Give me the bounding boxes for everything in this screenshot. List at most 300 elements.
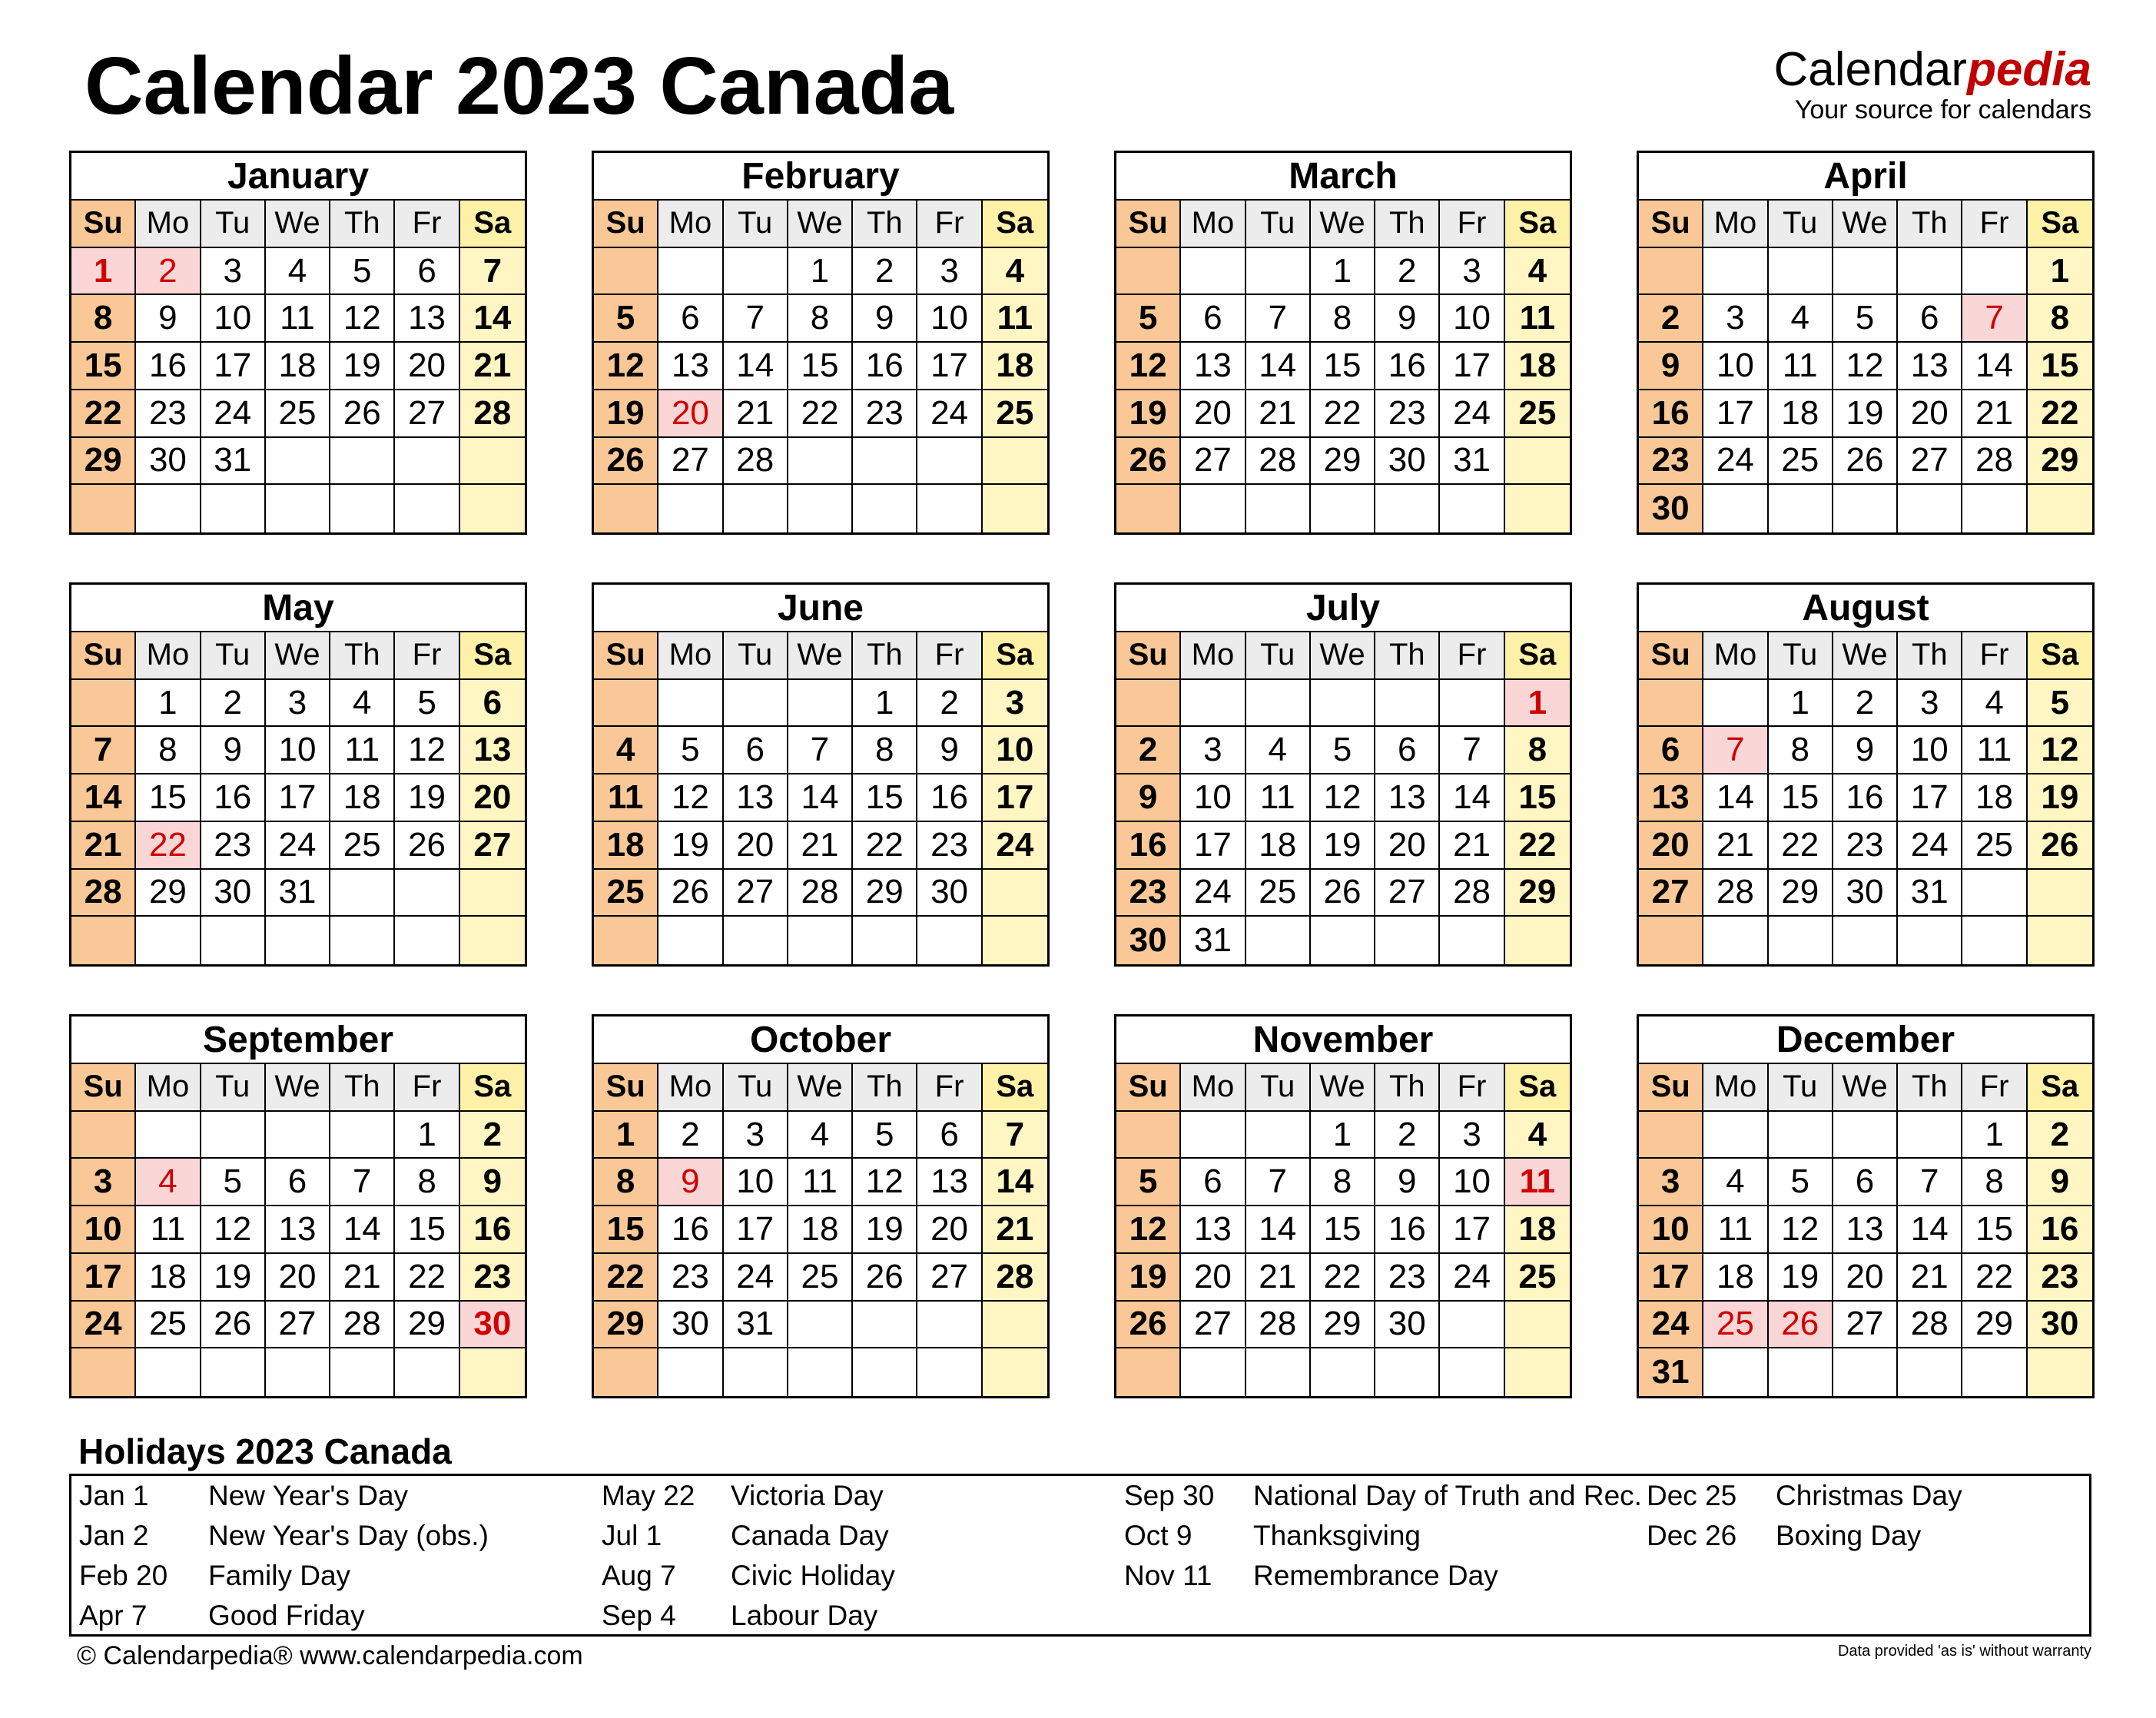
day-cell[interactable]: 6	[658, 295, 723, 343]
day-cell[interactable]: 31	[201, 438, 266, 486]
day-cell[interactable]: 11	[1962, 727, 2027, 774]
day-cell[interactable]: 28	[330, 1302, 395, 1349]
day-cell[interactable]: 29	[1962, 1302, 2027, 1349]
day-cell[interactable]: 6	[917, 1112, 982, 1159]
day-cell[interactable]: 15	[2028, 343, 2092, 390]
day-cell[interactable]: 23	[201, 822, 266, 870]
day-cell[interactable]: 9	[460, 1159, 525, 1206]
day-cell[interactable]: 11	[1703, 1206, 1768, 1254]
day-cell[interactable]: 6	[1181, 1159, 1246, 1206]
day-cell[interactable]: 29	[853, 870, 917, 917]
day-cell[interactable]: 25	[594, 870, 658, 917]
day-cell[interactable]: 21	[330, 1254, 395, 1302]
day-cell[interactable]: 14	[983, 1159, 1047, 1206]
day-cell[interactable]: 5	[1116, 1159, 1181, 1206]
day-cell[interactable]: 10	[983, 727, 1047, 774]
day-cell[interactable]: 8	[1962, 1159, 2027, 1206]
day-cell[interactable]: 22	[395, 1254, 459, 1302]
day-cell[interactable]: 21	[460, 343, 525, 390]
day-cell[interactable]: 20	[1833, 1254, 1898, 1302]
day-cell[interactable]: 20	[266, 1254, 330, 1302]
day-cell[interactable]: 10	[1440, 295, 1504, 343]
day-cell[interactable]: 30	[1639, 485, 1703, 532]
day-cell[interactable]: 7	[788, 727, 853, 774]
day-cell[interactable]: 25	[1246, 870, 1311, 917]
day-cell[interactable]: 19	[658, 822, 723, 870]
day-cell[interactable]: 29	[1311, 438, 1375, 486]
day-cell[interactable]: 22	[71, 390, 136, 438]
day-cell[interactable]: 17	[724, 1206, 788, 1254]
day-cell[interactable]: 30	[2028, 1302, 2092, 1349]
day-cell[interactable]: 26	[2028, 822, 2092, 870]
day-cell[interactable]: 11	[266, 295, 330, 343]
day-cell[interactable]: 18	[1703, 1254, 1768, 1302]
day-cell[interactable]: 19	[1311, 822, 1375, 870]
day-cell[interactable]: 24	[724, 1254, 788, 1302]
day-cell[interactable]: 26	[658, 870, 723, 917]
day-cell[interactable]: 2	[1375, 248, 1440, 296]
day-cell[interactable]: 2	[1116, 727, 1181, 774]
day-cell[interactable]: 16	[1116, 822, 1181, 870]
day-cell[interactable]: 11	[594, 774, 658, 822]
day-cell[interactable]: 7	[1440, 727, 1504, 774]
day-cell[interactable]: 23	[1833, 822, 1898, 870]
day-cell[interactable]: 2	[460, 1112, 525, 1159]
day-cell[interactable]: 28	[1246, 1302, 1311, 1349]
day-cell[interactable]: 29	[1769, 870, 1833, 917]
day-cell[interactable]: 20	[460, 774, 525, 822]
day-cell[interactable]: 2	[658, 1112, 723, 1159]
day-cell[interactable]: 24	[201, 390, 266, 438]
day-cell[interactable]: 24	[1898, 822, 1962, 870]
day-cell[interactable]: 18	[1505, 343, 1570, 390]
day-cell[interactable]: 25	[136, 1302, 201, 1349]
day-cell[interactable]: 15	[1769, 774, 1833, 822]
day-cell[interactable]: 23	[853, 390, 917, 438]
day-cell[interactable]: 13	[266, 1206, 330, 1254]
day-cell[interactable]: 5	[1116, 295, 1181, 343]
day-cell[interactable]: 21	[71, 822, 136, 870]
day-cell[interactable]: 24	[266, 822, 330, 870]
day-cell[interactable]: 3	[1898, 680, 1962, 728]
day-cell[interactable]: 31	[1898, 870, 1962, 917]
day-cell[interactable]: 13	[1181, 1206, 1246, 1254]
day-cell[interactable]: 31	[1440, 438, 1504, 486]
day-cell[interactable]: 7	[1703, 727, 1768, 774]
day-cell[interactable]: 12	[1116, 1206, 1181, 1254]
day-cell[interactable]: 24	[1440, 390, 1504, 438]
day-cell[interactable]: 17	[1898, 774, 1962, 822]
day-cell[interactable]: 19	[1116, 390, 1181, 438]
day-cell[interactable]: 24	[71, 1302, 136, 1349]
day-cell[interactable]: 2	[1833, 680, 1898, 728]
day-cell[interactable]: 18	[1505, 1206, 1570, 1254]
day-cell[interactable]: 2	[853, 248, 917, 296]
day-cell[interactable]: 19	[201, 1254, 266, 1302]
day-cell[interactable]: 10	[201, 295, 266, 343]
day-cell[interactable]: 11	[1246, 774, 1311, 822]
day-cell[interactable]: 3	[917, 248, 982, 296]
day-cell[interactable]: 7	[71, 727, 136, 774]
day-cell[interactable]: 26	[395, 822, 459, 870]
day-cell[interactable]: 4	[1505, 248, 1570, 296]
day-cell[interactable]: 4	[983, 248, 1047, 296]
day-cell[interactable]: 15	[1311, 1206, 1375, 1254]
day-cell[interactable]: 29	[2028, 438, 2092, 486]
day-cell[interactable]: 17	[1181, 822, 1246, 870]
day-cell[interactable]: 31	[1181, 917, 1246, 964]
day-cell[interactable]: 1	[853, 680, 917, 728]
day-cell[interactable]: 1	[1962, 1112, 2027, 1159]
day-cell[interactable]: 14	[1440, 774, 1504, 822]
day-cell[interactable]: 25	[1962, 822, 2027, 870]
day-cell[interactable]: 9	[1116, 774, 1181, 822]
day-cell[interactable]: 16	[1375, 1206, 1440, 1254]
day-cell[interactable]: 26	[1311, 870, 1375, 917]
day-cell[interactable]: 14	[788, 774, 853, 822]
day-cell[interactable]: 16	[201, 774, 266, 822]
day-cell[interactable]: 10	[1440, 1159, 1504, 1206]
day-cell[interactable]: 7	[330, 1159, 395, 1206]
day-cell[interactable]: 20	[1181, 390, 1246, 438]
day-cell[interactable]: 21	[1440, 822, 1504, 870]
day-cell[interactable]: 5	[395, 680, 459, 728]
day-cell[interactable]: 17	[71, 1254, 136, 1302]
day-cell[interactable]: 12	[395, 727, 459, 774]
day-cell[interactable]: 27	[917, 1254, 982, 1302]
day-cell[interactable]: 14	[1246, 343, 1311, 390]
day-cell[interactable]: 4	[1962, 680, 2027, 728]
day-cell[interactable]: 28	[1246, 438, 1311, 486]
day-cell[interactable]: 21	[788, 822, 853, 870]
day-cell[interactable]: 29	[395, 1302, 459, 1349]
day-cell[interactable]: 14	[1246, 1206, 1311, 1254]
day-cell[interactable]: 5	[853, 1112, 917, 1159]
day-cell[interactable]: 22	[1962, 1254, 2027, 1302]
day-cell[interactable]: 25	[1505, 390, 1570, 438]
day-cell[interactable]: 15	[594, 1206, 658, 1254]
day-cell[interactable]: 3	[724, 1112, 788, 1159]
day-cell[interactable]: 1	[594, 1112, 658, 1159]
day-cell[interactable]: 23	[1116, 870, 1181, 917]
day-cell[interactable]: 19	[330, 343, 395, 390]
day-cell[interactable]: 19	[594, 390, 658, 438]
day-cell[interactable]: 9	[853, 295, 917, 343]
day-cell[interactable]: 12	[658, 774, 723, 822]
day-cell[interactable]: 13	[1181, 343, 1246, 390]
day-cell[interactable]: 2	[136, 248, 201, 296]
day-cell[interactable]: 8	[1311, 295, 1375, 343]
day-cell[interactable]: 14	[1962, 343, 2027, 390]
day-cell[interactable]: 13	[917, 1159, 982, 1206]
day-cell[interactable]: 8	[1769, 727, 1833, 774]
day-cell[interactable]: 27	[1181, 1302, 1246, 1349]
day-cell[interactable]: 25	[266, 390, 330, 438]
day-cell[interactable]: 11	[1505, 1159, 1570, 1206]
day-cell[interactable]: 1	[71, 248, 136, 296]
day-cell[interactable]: 12	[330, 295, 395, 343]
day-cell[interactable]: 4	[788, 1112, 853, 1159]
day-cell[interactable]: 1	[1311, 248, 1375, 296]
day-cell[interactable]: 3	[1639, 1159, 1703, 1206]
day-cell[interactable]: 10	[1898, 727, 1962, 774]
day-cell[interactable]: 14	[724, 343, 788, 390]
day-cell[interactable]: 10	[1181, 774, 1246, 822]
day-cell[interactable]: 1	[1505, 680, 1570, 728]
day-cell[interactable]: 23	[1375, 1254, 1440, 1302]
day-cell[interactable]: 27	[266, 1302, 330, 1349]
day-cell[interactable]: 24	[1440, 1254, 1504, 1302]
day-cell[interactable]: 8	[136, 727, 201, 774]
day-cell[interactable]: 31	[1639, 1348, 1703, 1396]
day-cell[interactable]: 9	[1375, 295, 1440, 343]
day-cell[interactable]: 23	[136, 390, 201, 438]
day-cell[interactable]: 22	[1311, 390, 1375, 438]
day-cell[interactable]: 29	[1505, 870, 1570, 917]
day-cell[interactable]: 11	[788, 1159, 853, 1206]
day-cell[interactable]: 18	[266, 343, 330, 390]
day-cell[interactable]: 5	[1769, 1159, 1833, 1206]
day-cell[interactable]: 13	[724, 774, 788, 822]
day-cell[interactable]: 27	[1833, 1302, 1898, 1349]
day-cell[interactable]: 16	[460, 1206, 525, 1254]
day-cell[interactable]: 12	[1769, 1206, 1833, 1254]
day-cell[interactable]: 4	[1769, 295, 1833, 343]
day-cell[interactable]: 27	[1639, 870, 1703, 917]
day-cell[interactable]: 25	[983, 390, 1047, 438]
day-cell[interactable]: 27	[1181, 438, 1246, 486]
day-cell[interactable]: 25	[1769, 438, 1833, 486]
day-cell[interactable]: 24	[1639, 1302, 1703, 1349]
day-cell[interactable]: 20	[1639, 822, 1703, 870]
day-cell[interactable]: 29	[136, 870, 201, 917]
day-cell[interactable]: 6	[724, 727, 788, 774]
day-cell[interactable]: 15	[1311, 343, 1375, 390]
day-cell[interactable]: 22	[1311, 1254, 1375, 1302]
day-cell[interactable]: 4	[594, 727, 658, 774]
day-cell[interactable]: 3	[71, 1159, 136, 1206]
day-cell[interactable]: 10	[71, 1206, 136, 1254]
day-cell[interactable]: 4	[136, 1159, 201, 1206]
day-cell[interactable]: 2	[201, 680, 266, 728]
day-cell[interactable]: 5	[1311, 727, 1375, 774]
day-cell[interactable]: 28	[788, 870, 853, 917]
day-cell[interactable]: 8	[853, 727, 917, 774]
day-cell[interactable]: 12	[1833, 343, 1898, 390]
day-cell[interactable]: 22	[853, 822, 917, 870]
day-cell[interactable]: 20	[1898, 390, 1962, 438]
day-cell[interactable]: 14	[460, 295, 525, 343]
day-cell[interactable]: 21	[1962, 390, 2027, 438]
day-cell[interactable]: 20	[1375, 822, 1440, 870]
day-cell[interactable]: 27	[460, 822, 525, 870]
day-cell[interactable]: 16	[658, 1206, 723, 1254]
day-cell[interactable]: 15	[136, 774, 201, 822]
day-cell[interactable]: 18	[330, 774, 395, 822]
day-cell[interactable]: 6	[1181, 295, 1246, 343]
day-cell[interactable]: 29	[1311, 1302, 1375, 1349]
day-cell[interactable]: 14	[1703, 774, 1768, 822]
day-cell[interactable]: 2	[917, 680, 982, 728]
day-cell[interactable]: 24	[1181, 870, 1246, 917]
day-cell[interactable]: 26	[1769, 1302, 1833, 1349]
day-cell[interactable]: 3	[266, 680, 330, 728]
day-cell[interactable]: 15	[788, 343, 853, 390]
day-cell[interactable]: 4	[330, 680, 395, 728]
day-cell[interactable]: 20	[917, 1206, 982, 1254]
day-cell[interactable]: 5	[330, 248, 395, 296]
day-cell[interactable]: 27	[724, 870, 788, 917]
day-cell[interactable]: 13	[658, 343, 723, 390]
day-cell[interactable]: 25	[330, 822, 395, 870]
day-cell[interactable]: 10	[917, 295, 982, 343]
day-cell[interactable]: 9	[1375, 1159, 1440, 1206]
day-cell[interactable]: 20	[658, 390, 723, 438]
day-cell[interactable]: 21	[1246, 1254, 1311, 1302]
day-cell[interactable]: 19	[1769, 1254, 1833, 1302]
day-cell[interactable]: 7	[1898, 1159, 1962, 1206]
day-cell[interactable]: 16	[1375, 343, 1440, 390]
day-cell[interactable]: 26	[330, 390, 395, 438]
day-cell[interactable]: 11	[330, 727, 395, 774]
day-cell[interactable]: 8	[2028, 295, 2092, 343]
day-cell[interactable]: 14	[1898, 1206, 1962, 1254]
day-cell[interactable]: 25	[1703, 1302, 1768, 1349]
day-cell[interactable]: 10	[266, 727, 330, 774]
day-cell[interactable]: 17	[201, 343, 266, 390]
day-cell[interactable]: 5	[1833, 295, 1898, 343]
day-cell[interactable]: 23	[658, 1254, 723, 1302]
day-cell[interactable]: 3	[1181, 727, 1246, 774]
day-cell[interactable]: 29	[71, 438, 136, 486]
day-cell[interactable]: 21	[1703, 822, 1768, 870]
day-cell[interactable]: 7	[460, 248, 525, 296]
day-cell[interactable]: 13	[460, 727, 525, 774]
day-cell[interactable]: 28	[1962, 438, 2027, 486]
day-cell[interactable]: 9	[917, 727, 982, 774]
day-cell[interactable]: 5	[658, 727, 723, 774]
day-cell[interactable]: 9	[1639, 343, 1703, 390]
day-cell[interactable]: 9	[201, 727, 266, 774]
day-cell[interactable]: 10	[724, 1159, 788, 1206]
day-cell[interactable]: 12	[1116, 343, 1181, 390]
day-cell[interactable]: 9	[1833, 727, 1898, 774]
day-cell[interactable]: 16	[853, 343, 917, 390]
day-cell[interactable]: 1	[1311, 1112, 1375, 1159]
day-cell[interactable]: 6	[1898, 295, 1962, 343]
day-cell[interactable]: 1	[788, 248, 853, 296]
day-cell[interactable]: 8	[71, 295, 136, 343]
day-cell[interactable]: 16	[136, 343, 201, 390]
day-cell[interactable]: 18	[983, 343, 1047, 390]
day-cell[interactable]: 26	[201, 1302, 266, 1349]
day-cell[interactable]: 24	[983, 822, 1047, 870]
day-cell[interactable]: 6	[1375, 727, 1440, 774]
day-cell[interactable]: 16	[2028, 1206, 2092, 1254]
day-cell[interactable]: 8	[1311, 1159, 1375, 1206]
day-cell[interactable]: 11	[983, 295, 1047, 343]
day-cell[interactable]: 15	[1505, 774, 1570, 822]
day-cell[interactable]: 28	[1898, 1302, 1962, 1349]
day-cell[interactable]: 16	[917, 774, 982, 822]
day-cell[interactable]: 7	[1962, 295, 2027, 343]
day-cell[interactable]: 31	[724, 1302, 788, 1349]
day-cell[interactable]: 12	[853, 1159, 917, 1206]
day-cell[interactable]: 17	[1639, 1254, 1703, 1302]
day-cell[interactable]: 12	[2028, 727, 2092, 774]
day-cell[interactable]: 6	[1639, 727, 1703, 774]
day-cell[interactable]: 23	[1375, 390, 1440, 438]
day-cell[interactable]: 17	[1440, 343, 1504, 390]
day-cell[interactable]: 7	[983, 1112, 1047, 1159]
day-cell[interactable]: 30	[1833, 870, 1898, 917]
day-cell[interactable]: 30	[1116, 917, 1181, 964]
day-cell[interactable]: 20	[395, 343, 459, 390]
day-cell[interactable]: 2	[2028, 1112, 2092, 1159]
day-cell[interactable]: 22	[2028, 390, 2092, 438]
day-cell[interactable]: 18	[1246, 822, 1311, 870]
day-cell[interactable]: 1	[136, 680, 201, 728]
day-cell[interactable]: 31	[266, 870, 330, 917]
day-cell[interactable]: 9	[136, 295, 201, 343]
day-cell[interactable]: 18	[788, 1206, 853, 1254]
day-cell[interactable]: 26	[1116, 1302, 1181, 1349]
day-cell[interactable]: 17	[1703, 390, 1768, 438]
day-cell[interactable]: 12	[201, 1206, 266, 1254]
day-cell[interactable]: 11	[1769, 343, 1833, 390]
day-cell[interactable]: 21	[983, 1206, 1047, 1254]
day-cell[interactable]: 4	[266, 248, 330, 296]
day-cell[interactable]: 20	[1181, 1254, 1246, 1302]
day-cell[interactable]: 3	[1440, 1112, 1504, 1159]
day-cell[interactable]: 3	[1440, 248, 1504, 296]
day-cell[interactable]: 12	[1311, 774, 1375, 822]
day-cell[interactable]: 13	[1639, 774, 1703, 822]
day-cell[interactable]: 26	[853, 1254, 917, 1302]
day-cell[interactable]: 23	[2028, 1254, 2092, 1302]
day-cell[interactable]: 8	[395, 1159, 459, 1206]
day-cell[interactable]: 28	[71, 870, 136, 917]
day-cell[interactable]: 30	[136, 438, 201, 486]
day-cell[interactable]: 23	[460, 1254, 525, 1302]
day-cell[interactable]: 26	[1116, 438, 1181, 486]
day-cell[interactable]: 8	[1505, 727, 1570, 774]
day-cell[interactable]: 13	[395, 295, 459, 343]
day-cell[interactable]: 7	[1246, 1159, 1311, 1206]
day-cell[interactable]: 30	[201, 870, 266, 917]
day-cell[interactable]: 22	[788, 390, 853, 438]
day-cell[interactable]: 3	[1703, 295, 1768, 343]
day-cell[interactable]: 14	[71, 774, 136, 822]
day-cell[interactable]: 3	[983, 680, 1047, 728]
day-cell[interactable]: 6	[460, 680, 525, 728]
day-cell[interactable]: 8	[594, 1159, 658, 1206]
day-cell[interactable]: 2	[1375, 1112, 1440, 1159]
day-cell[interactable]: 27	[1898, 438, 1962, 486]
day-cell[interactable]: 26	[594, 438, 658, 486]
day-cell[interactable]: 12	[594, 343, 658, 390]
day-cell[interactable]: 14	[330, 1206, 395, 1254]
day-cell[interactable]: 4	[1703, 1159, 1768, 1206]
day-cell[interactable]: 10	[1703, 343, 1768, 390]
day-cell[interactable]: 13	[1375, 774, 1440, 822]
day-cell[interactable]: 30	[917, 870, 982, 917]
day-cell[interactable]: 28	[983, 1254, 1047, 1302]
day-cell[interactable]: 23	[1639, 438, 1703, 486]
day-cell[interactable]: 19	[1833, 390, 1898, 438]
day-cell[interactable]: 27	[1375, 870, 1440, 917]
day-cell[interactable]: 30	[1375, 1302, 1440, 1349]
